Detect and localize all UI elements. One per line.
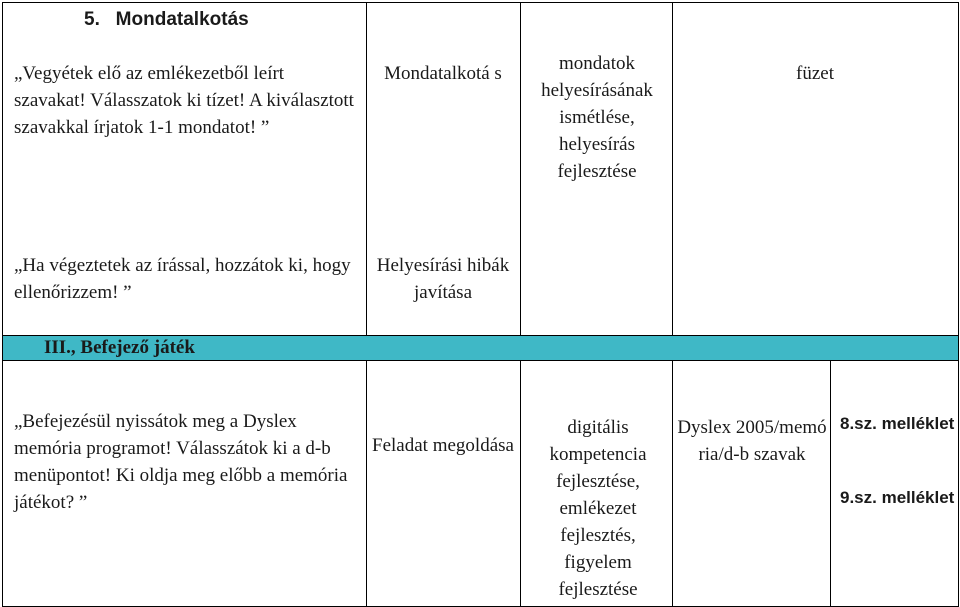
activity-text: Helyesírási hibák javítása [376,255,510,303]
section-title: 5. Mondatalkotás [84,9,249,30]
tool-text: füzet [796,63,834,84]
attachment-label: 8.sz. melléklet [840,414,955,433]
col-divider [830,360,831,607]
instruction-text: „Ha végeztetek az írással, hozzátok ki, hogy ellenőrizzem! ” [14,255,351,303]
goal-text: mondatok helyesírásának ismétlése, helyesírás fejlesztése [541,53,653,182]
col-divider [520,360,521,607]
col-divider [672,360,673,607]
phase-title: III., Befejező játék [44,337,195,358]
activity-text: Feladat megoldása [372,435,514,456]
activity-text: Mondatalkotá s [384,63,502,84]
table-border-right [958,2,959,607]
col-divider [520,2,521,336]
table-border-left [2,2,3,607]
col-divider [366,2,367,336]
instruction-text: „Befejezésül nyissátok meg a Dyslex memória programot! Válasszátok ki a d-b menüpontot! Ki oldja meg előbb a memória játékot? ” [14,411,348,513]
instruction-text: „Vegyétek elő az emlékezetből leírt szavakat! Válasszatok ki tízet! A kiválasztott szavakkal írjatok 1-1 mondatot! ” [14,63,354,138]
col-divider [672,2,673,336]
table-border-top [2,2,958,3]
attachment-label: 9.sz. melléklet [840,488,955,507]
tool-text: Dyslex 2005/memó ria/d-b szavak [677,417,827,465]
col-divider [366,360,367,607]
goal-text: digitális kompetencia fejlesztése, emlékezet fejlesztés, figyelem fejlesztése [549,417,647,600]
phase-border-bottom [2,360,958,361]
